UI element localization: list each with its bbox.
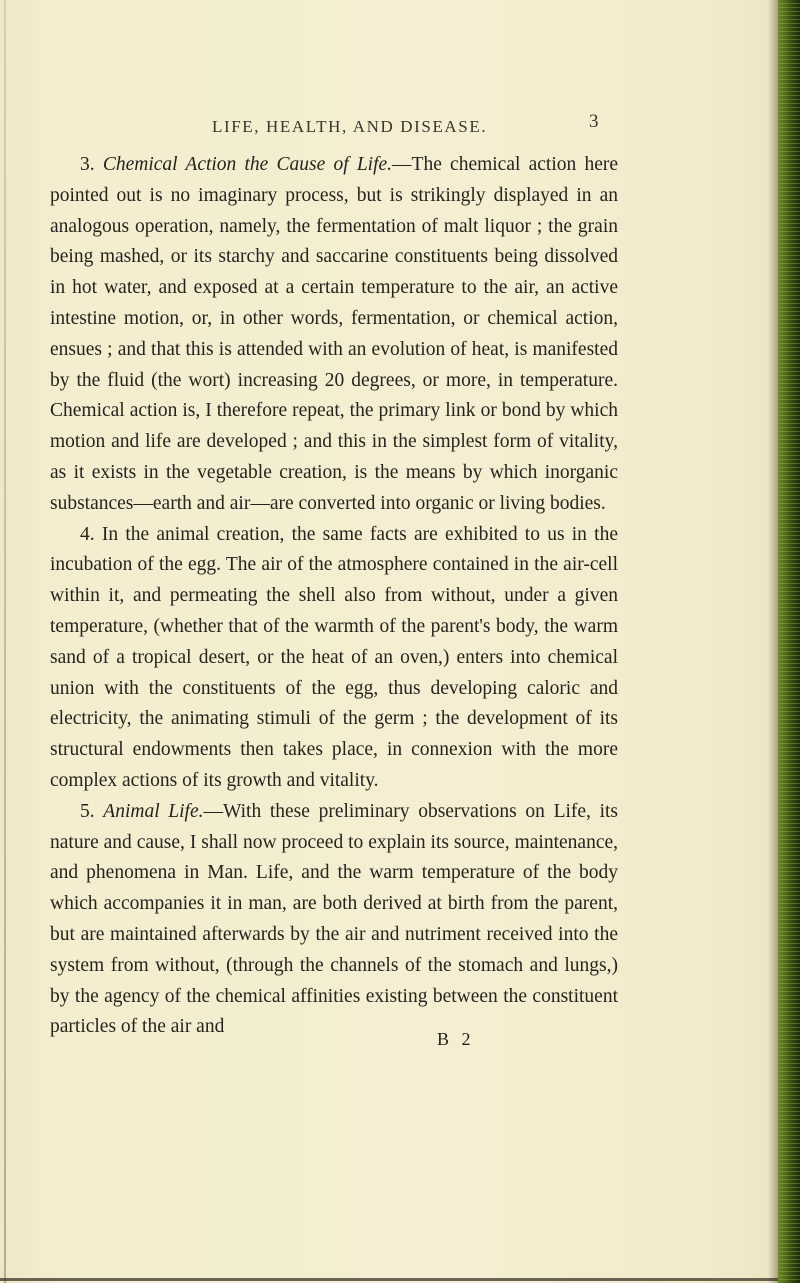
- paragraph-body: The chemical action here pointed out is no imaginary process, but is strikingly displayed in an analogous operation, namely, the fermentation of malt liquor ; the grain being mashed, or its starchy and saccarine constituents being dissolved in hot water, and exposed at a certain temperature to the air, an active intestine motion, or, in other words, fermentation, or chemical action, ensues ; and that this is attended with an evolution of heat, is manifested by the fluid (the wort) increasing 20 degrees, or more, in temperature. Chemical action is, I therefore repeat, the primary link or bond by which motion and life are developed ; and this in the simplest form of vitality, as it exists in the vegetable creation, is the means by which inorganic substances—earth and air—are converted into organic or living bodies.: [50, 154, 618, 514]
- heading-dash: —: [392, 154, 412, 175]
- paragraph-5: [50, 797, 618, 1043]
- section-number: 4.: [80, 523, 95, 545]
- signature-mark: B 2: [437, 1029, 475, 1049]
- running-head: LIFE, HEALTH, AND DISEASE.: [212, 117, 488, 136]
- page-number: 3: [589, 111, 599, 132]
- heading-dash: —: [203, 800, 223, 822]
- body-text: [50, 150, 618, 1043]
- section-number: 5.: [80, 800, 95, 822]
- book-edge-strip: [778, 0, 800, 1283]
- paragraph-4: [50, 520, 618, 797]
- paragraph-body: With these preliminary observations on Life, its nature and cause, I shall now proceed to explain its source, maintenance, and phenomena in Man. Life, and the warm temperature of the body which accompanies it in man, are both derived at birth from the parent, but are maintained afterwards by the air and nutriment received into the system from without, (through the channels of the stomach and lungs,) by the agency of the chemical affinities existing between the constituent particles of the air and: [50, 800, 618, 1038]
- page-bottom-edge: [0, 1278, 790, 1281]
- page-edge-shadow: [768, 0, 778, 1283]
- section-heading: Chemical Action the Cause of Life.: [102, 154, 393, 175]
- paragraph-body: In the animal creation, the same facts are exhibited to us in the incubation of the egg. The air of the atmosphere contained in the air-cell within it, and permeating the shell also from without, under a given temperature, (whether that of the warmth of the parent's body, the warm sand of a tropical desert, or the heat of an oven,) enters into chemical union with the constituents of the egg, thus developing caloric and electricity, the animating stimuli of the germ ; the development of its structural endowments then takes place, in connexion with the more complex actions of its growth and vitality.: [50, 523, 618, 791]
- binding-edge: [4, 0, 6, 1283]
- section-number: 3.: [80, 154, 95, 175]
- section-heading: Animal Life.: [103, 800, 204, 822]
- paragraph-3: [50, 150, 618, 520]
